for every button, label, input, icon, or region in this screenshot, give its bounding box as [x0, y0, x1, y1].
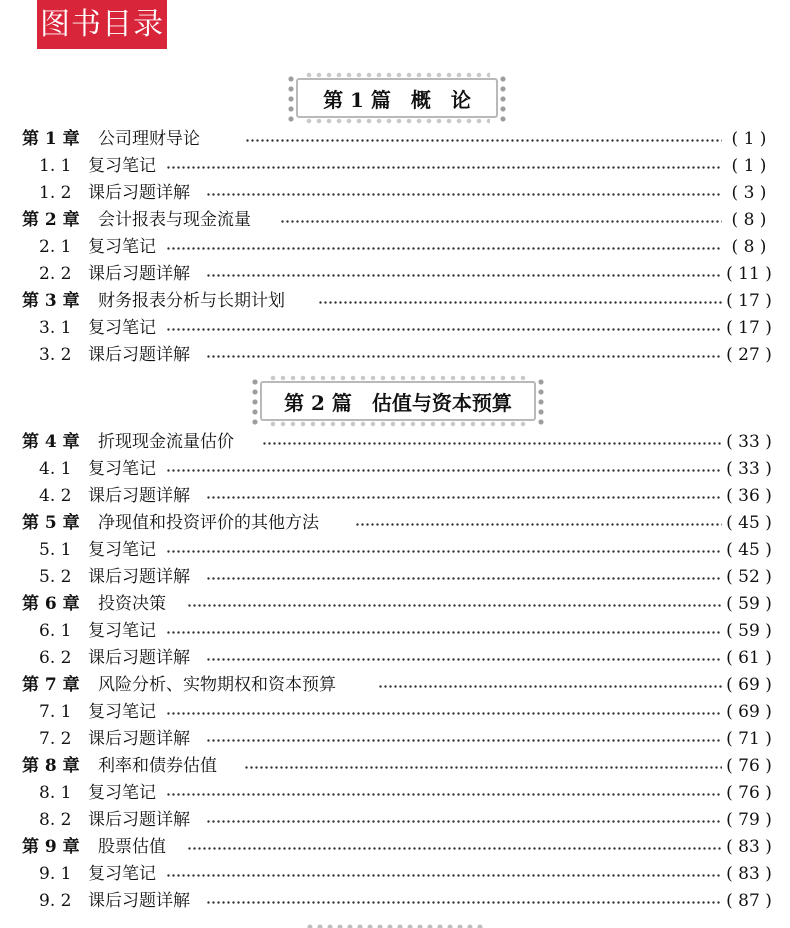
- section-title: 课后习题详解: [88, 810, 190, 830]
- chapter-number: 第 9 章: [22, 837, 80, 857]
- page-number: ( 61 ): [726, 648, 772, 668]
- section-title: 复习笔记: [88, 783, 156, 803]
- section-number: 8. 1: [39, 783, 72, 803]
- ornament-border: [304, 118, 490, 124]
- part-title-text: 第 1 篇 概 论: [323, 87, 471, 112]
- section-row[interactable]: [0, 780, 790, 807]
- dot-leader: [280, 220, 722, 223]
- page-number: ( 36 ): [726, 486, 772, 506]
- section-title: 课后习题详解: [88, 345, 190, 365]
- chapter-number: 第 4 章: [22, 432, 80, 452]
- section-row[interactable]: [0, 483, 790, 510]
- section-row[interactable]: [0, 699, 790, 726]
- chapter-title: 股票估值: [98, 837, 166, 857]
- dot-leader: [166, 874, 722, 877]
- chapter-number: 第 8 章: [22, 756, 80, 776]
- section-number: 1. 2: [39, 183, 72, 203]
- section-row[interactable]: [0, 537, 790, 564]
- dot-leader: [244, 766, 722, 769]
- page-number: ( 69 ): [726, 702, 772, 722]
- section-number: 2. 2: [39, 264, 72, 284]
- section-number: 3. 1: [39, 318, 72, 338]
- part-title: [260, 381, 536, 421]
- page-number: ( 45 ): [726, 513, 772, 533]
- section-row[interactable]: [0, 180, 790, 207]
- dot-leader: [206, 577, 722, 580]
- page-number: ( 3 ): [731, 183, 767, 203]
- page-number: ( 45 ): [726, 540, 772, 560]
- chapter-row[interactable]: [0, 753, 790, 780]
- chapter-number: 第 3 章: [22, 291, 80, 311]
- section-title: 复习笔记: [88, 621, 156, 641]
- page-number: ( 1 ): [731, 156, 767, 176]
- section-title: 复习笔记: [88, 318, 156, 338]
- chapter-number: 第 6 章: [22, 594, 80, 614]
- section-row[interactable]: [0, 153, 790, 180]
- section-row[interactable]: [0, 261, 790, 288]
- chapter-row[interactable]: [0, 126, 790, 153]
- section-number: 5. 2: [39, 567, 72, 587]
- ornament-border: [268, 375, 528, 381]
- page-number: ( 59 ): [726, 594, 772, 614]
- page-number: ( 87 ): [726, 891, 772, 911]
- dot-leader: [166, 328, 722, 331]
- section-number: 5. 1: [39, 540, 72, 560]
- section-number: 7. 2: [39, 729, 72, 749]
- section-title: 复习笔记: [88, 540, 156, 560]
- section-title: 复习笔记: [88, 156, 156, 176]
- part-title-text: 第 2 篇 估值与资本预算: [284, 390, 512, 415]
- dot-leader: [245, 139, 722, 142]
- section-number: 7. 1: [39, 702, 72, 722]
- dot-leader: [187, 604, 722, 607]
- section-row[interactable]: [0, 456, 790, 483]
- dot-leader: [206, 658, 722, 661]
- section-title: 课后习题详解: [88, 729, 190, 749]
- page-number: ( 76 ): [726, 783, 772, 803]
- page-number: ( 17 ): [726, 291, 772, 311]
- chapter-row[interactable]: [0, 591, 790, 618]
- toc-banner: 图书目录: [37, 0, 167, 49]
- section-number: 6. 2: [39, 648, 72, 668]
- page-number: ( 1 ): [731, 129, 767, 149]
- section-number: 9. 1: [39, 864, 72, 884]
- chapter-row[interactable]: [0, 288, 790, 315]
- section-row[interactable]: [0, 564, 790, 591]
- chapter-number: 第 1 章: [22, 129, 80, 149]
- page-number: ( 83 ): [726, 864, 772, 884]
- chapter-title: 公司理财导论: [98, 129, 200, 149]
- chapter-number: 第 7 章: [22, 675, 80, 695]
- page-number: ( 11 ): [726, 264, 772, 284]
- dot-leader: [166, 712, 722, 715]
- page-number: ( 8 ): [731, 210, 767, 230]
- page-number: ( 71 ): [726, 729, 772, 749]
- section-number: 4. 1: [39, 459, 72, 479]
- chapter-title: 投资决策: [98, 594, 166, 614]
- ornament-border: [268, 421, 528, 427]
- dot-leader: [262, 442, 722, 445]
- section-number: 9. 2: [39, 891, 72, 911]
- chapter-title: 折现现金流量估价: [98, 432, 234, 452]
- section-row[interactable]: [0, 234, 790, 261]
- section-number: 6. 1: [39, 621, 72, 641]
- dot-leader: [206, 820, 722, 823]
- dot-leader: [206, 739, 722, 742]
- section-number: 8. 2: [39, 810, 72, 830]
- dot-leader: [166, 550, 722, 553]
- ornament-border: [304, 72, 490, 78]
- section-title: 课后习题详解: [88, 891, 190, 911]
- section-row[interactable]: [0, 342, 790, 369]
- chapter-title: 风险分析、实物期权和资本预算: [98, 675, 336, 695]
- section-title: 课后习题详解: [88, 486, 190, 506]
- dot-leader: [166, 469, 722, 472]
- section-row[interactable]: [0, 807, 790, 834]
- dot-leader: [206, 355, 722, 358]
- chapter-row[interactable]: [0, 207, 790, 234]
- section-row[interactable]: [0, 726, 790, 753]
- dot-leader: [206, 901, 722, 904]
- page-number: ( 8 ): [731, 237, 767, 257]
- chapter-row[interactable]: [0, 429, 790, 456]
- part-title: [296, 78, 498, 118]
- page-number: ( 79 ): [726, 810, 772, 830]
- section-row[interactable]: [0, 888, 790, 915]
- page-number: ( 69 ): [726, 675, 772, 695]
- page-number: ( 83 ): [726, 837, 772, 857]
- page-number: ( 33 ): [726, 432, 772, 452]
- chapter-title: 净现值和投资评价的其他方法: [98, 513, 319, 533]
- page-number: ( 76 ): [726, 756, 772, 776]
- section-title: 课后习题详解: [88, 567, 190, 587]
- dot-leader: [166, 631, 722, 634]
- section-number: 3. 2: [39, 345, 72, 365]
- section-number: 2. 1: [39, 237, 72, 257]
- chapter-number: 第 5 章: [22, 513, 80, 533]
- section-number: 4. 2: [39, 486, 72, 506]
- dot-leader: [318, 301, 722, 304]
- dot-leader: [355, 523, 722, 526]
- dot-leader: [166, 247, 722, 250]
- section-title: 课后习题详解: [88, 264, 190, 284]
- page-number: ( 17 ): [726, 318, 772, 338]
- dot-leader: [206, 274, 722, 277]
- section-title: 复习笔记: [88, 702, 156, 722]
- section-row[interactable]: [0, 315, 790, 342]
- dot-leader: [206, 496, 722, 499]
- chapter-title: 会计报表与现金流量: [98, 210, 251, 230]
- section-title: 复习笔记: [88, 237, 156, 257]
- chapter-title: 财务报表分析与长期计划: [98, 291, 285, 311]
- dot-leader: [206, 193, 722, 196]
- dot-leader: [166, 793, 722, 796]
- section-row[interactable]: [0, 645, 790, 672]
- page-number: ( 27 ): [726, 345, 772, 365]
- section-title: 课后习题详解: [88, 183, 190, 203]
- dot-leader: [187, 847, 722, 850]
- dot-leader: [378, 685, 722, 688]
- chapter-row[interactable]: [0, 510, 790, 537]
- chapter-number: 第 2 章: [22, 210, 80, 230]
- chapter-row[interactable]: [0, 672, 790, 699]
- section-number: 1. 1: [39, 156, 72, 176]
- dot-leader: [166, 166, 722, 169]
- section-title: 复习笔记: [88, 864, 156, 884]
- section-row[interactable]: [0, 618, 790, 645]
- page-number: ( 52 ): [726, 567, 772, 587]
- chapter-row[interactable]: [0, 834, 790, 861]
- section-title: 复习笔记: [88, 459, 156, 479]
- ornament-border: [305, 922, 485, 928]
- chapter-title: 利率和债券估值: [98, 756, 217, 776]
- section-title: 课后习题详解: [88, 648, 190, 668]
- section-row[interactable]: [0, 861, 790, 888]
- page-number: ( 59 ): [726, 621, 772, 641]
- page-number: ( 33 ): [726, 459, 772, 479]
